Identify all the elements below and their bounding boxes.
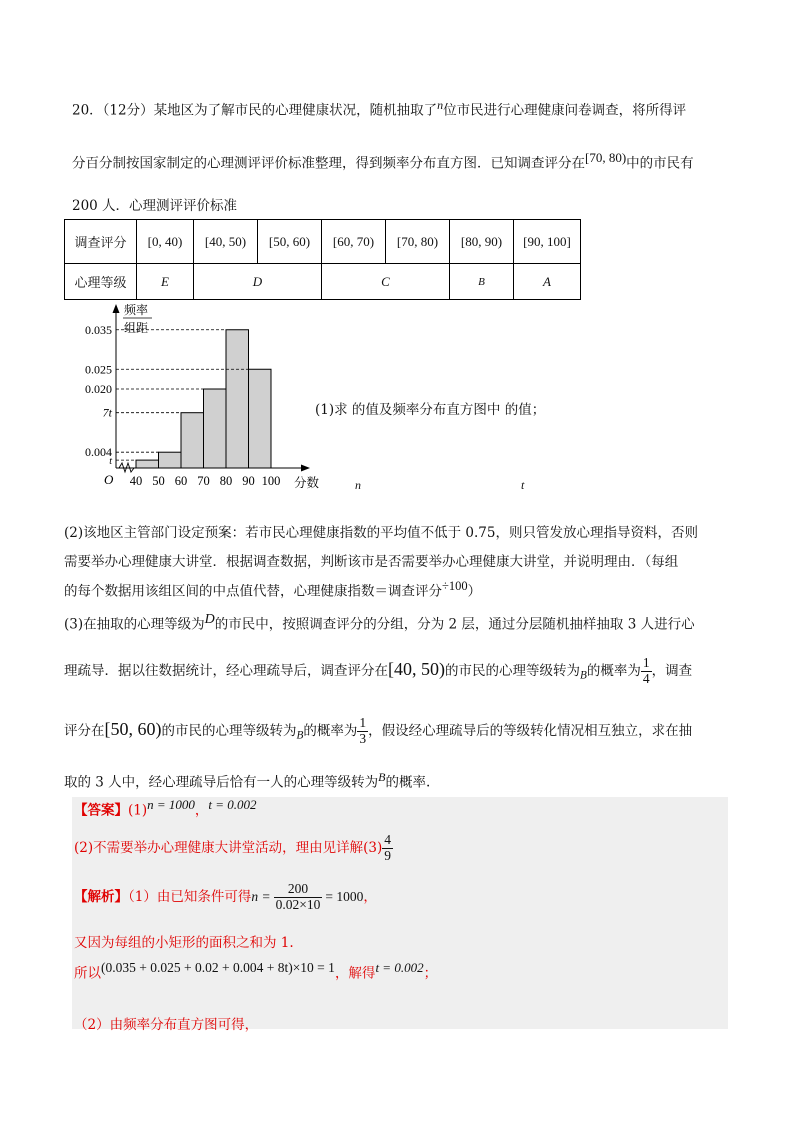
x-tick-label: 80 <box>219 474 233 488</box>
table-cell: [60, 70) <box>322 220 386 264</box>
grade-table <box>64 219 581 300</box>
analysis-text: 所以 <box>74 965 101 982</box>
analysis-line-3 <box>74 960 437 982</box>
x-tick-label: 70 <box>197 474 210 488</box>
analysis-t-value: t = 0.002 <box>375 960 424 975</box>
q1-var-t: t <box>521 478 525 492</box>
analysis-text: （1）由已知条件可得 <box>128 888 252 905</box>
frac-num: 1 <box>642 655 650 670</box>
ylabel-top: 频率 <box>124 303 149 317</box>
histogram-bar <box>136 460 159 468</box>
table-cell: C <box>322 264 450 300</box>
problem-line-1 <box>72 98 686 119</box>
histogram-bar <box>204 389 227 468</box>
q3-text: 的市民中，按照调查评分的分组，分为 2 层，通过分层随机抽样抽取 3 人进行心 <box>214 616 695 633</box>
q3-text: ，调查 <box>651 662 693 679</box>
y-axis-arrow <box>113 304 120 313</box>
analysis-line-1 <box>74 882 377 913</box>
q3-text: 取的 3 人中，经心理疏导后恰有一人的心理等级转为 <box>64 774 379 791</box>
analysis-text: ； <box>423 965 438 982</box>
x-tick-label: 60 <box>174 474 188 488</box>
analysis-text: ，解得 <box>334 965 376 982</box>
question-1: (1)求 的值及频率分布直方图中 的值； <box>315 402 546 418</box>
answer-block-background <box>72 797 728 1029</box>
analysis-line-4: （2）由频率分布直方图可得， <box>74 1017 259 1033</box>
y-tick-label: 0.025 <box>85 362 112 377</box>
table-cell: B <box>450 264 514 300</box>
frac-num: 200 <box>274 882 323 898</box>
table-header-grade: 心理等级 <box>65 264 137 300</box>
answer-line-2 <box>74 833 393 864</box>
question-3-line-4 <box>64 770 430 791</box>
q1-var-n: n <box>355 478 361 492</box>
x-tick-label: 50 <box>152 474 165 488</box>
analysis-text: ， <box>363 888 377 905</box>
q2-text: 的每个数据用该组区间的中点值代替，心理健康指数＝调查评分 <box>64 583 442 600</box>
histogram-bar <box>249 369 272 468</box>
var-D: D <box>204 612 215 627</box>
problem-line-3: 200 人．心理测评评价标准 <box>72 198 238 214</box>
answer-part-2-3: (2)不需要举办心理健康大讲堂活动，理由见详解(3) <box>74 839 383 856</box>
ylabel-bottom: 组距 <box>124 321 149 335</box>
q2-divide-100: ÷100 <box>442 579 468 593</box>
q3-text: 的概率. <box>385 774 431 791</box>
fraction-one-quarter <box>641 656 652 687</box>
problem-text: 分百分制按国家制定的心理测评评价标准整理，得到频率分布直方图．已知调查评分在 <box>72 155 585 172</box>
frac-den: 4 <box>642 670 650 686</box>
q3-text: 的概率为 <box>586 662 641 679</box>
frac-den: 3 <box>359 730 367 746</box>
x-tick-label: 90 <box>242 474 255 488</box>
interval-40-50: [40, 50) <box>388 658 445 679</box>
answer-sep: ， <box>194 802 209 819</box>
problem-line-2 <box>72 150 694 172</box>
y-tick-label: 7t <box>102 405 112 420</box>
answer-fraction-4-9 <box>382 833 393 864</box>
interval-70-80: [70, 80) <box>585 150 627 165</box>
answer-label: 【答案】 <box>74 802 128 819</box>
question-2-line-2: 需要举办心理健康大讲堂．根据调查数据，判断该市是否需要举办心理健康大讲堂，并说明理由．（每组 <box>64 554 679 570</box>
table-cell: [40, 50) <box>194 220 258 264</box>
answer-t-value: t = 0.002 <box>208 797 257 812</box>
var-B: B <box>378 770 386 784</box>
answer-part-1-prefix: (1) <box>128 802 148 819</box>
frac-num: 4 <box>384 832 391 847</box>
var-B: B <box>296 729 304 742</box>
histogram-bar <box>181 413 204 468</box>
q2-text: ） <box>467 583 482 600</box>
problem-text: 中的市民有 <box>626 155 694 172</box>
table-cell: E <box>137 264 194 300</box>
question-2-line-3 <box>64 579 481 600</box>
var-B: B <box>580 669 587 682</box>
histogram-bar <box>226 330 249 468</box>
frac-den: 0.02×10 <box>275 896 321 912</box>
analysis-equation: (0.035 + 0.025 + 0.02 + 0.004 + 8t)×10 = 1 <box>101 960 335 975</box>
analysis-result: = 1000 <box>325 888 364 904</box>
table-cell: A <box>514 264 581 300</box>
frac-num: 1 <box>359 715 367 730</box>
frequency-histogram <box>60 300 320 500</box>
table-cell: [50, 60) <box>258 220 322 264</box>
origin-label: O <box>104 472 114 487</box>
analysis-fraction <box>274 882 323 913</box>
frac-den: 9 <box>384 847 391 863</box>
q3-text: 的市民的心理等级转为 <box>445 662 580 679</box>
answer-n-value: n = 1000 <box>147 797 195 812</box>
xlabel: 分数 <box>294 475 320 490</box>
question-2-line-1: (2)该地区主管部门设定预案：若市民心理健康指数的平均值不低于 0.75，则只管发放心理指导资料，否则 <box>64 525 698 541</box>
question-3-line-2 <box>64 656 692 687</box>
var-n: n <box>437 98 444 112</box>
fraction-one-third <box>357 716 368 747</box>
interval-50-60: [50, 60) <box>104 718 162 739</box>
x-tick-label: 100 <box>261 474 281 488</box>
analysis-line-2: 又因为每组的小矩形的面积之和为 1. <box>74 935 294 951</box>
y-tick-label: 0.004 <box>85 445 112 460</box>
answer-line-1 <box>74 797 257 819</box>
q3-text: 的概率为 <box>303 722 358 739</box>
q3-text: 评分在 <box>64 722 105 739</box>
question-3-line-3 <box>64 716 692 747</box>
table-cell: [0, 40) <box>137 220 194 264</box>
table-cell: D <box>194 264 322 300</box>
q3-text: 理疏导．据以往数据统计，经心理疏导后，调查评分在 <box>64 662 388 679</box>
y-tick-label: 0.035 <box>85 322 112 337</box>
analysis-label: 【解析】 <box>74 888 128 905</box>
q3-text: 的市民的心理等级转为 <box>161 722 297 739</box>
y-tick-label: 0.020 <box>85 382 112 396</box>
table-header-score: 调查评分 <box>65 220 137 264</box>
question-3-line-1 <box>64 612 695 633</box>
x-axis-arrow <box>301 465 310 472</box>
analysis-n-eq: n = <box>251 888 271 904</box>
table-cell: [80, 90) <box>450 220 514 264</box>
problem-text: 位市民进行心理健康问卷调查，将所得评 <box>443 102 687 119</box>
y-tick-label: t <box>109 456 112 468</box>
x-tick-label: 40 <box>129 474 143 488</box>
q3-text: (3)在抽取的心理等级为 <box>64 616 205 633</box>
table-cell: [90, 100] <box>514 220 581 264</box>
histogram-bar <box>159 452 182 468</box>
q3-text: ，假设经心理疏导后的等级转化情况相互独立，求在抽 <box>368 722 693 739</box>
problem-text: 20．（12分）某地区为了解市民的心理健康状况，随机抽取了 <box>72 102 438 119</box>
table-cell: [70, 80) <box>386 220 450 264</box>
